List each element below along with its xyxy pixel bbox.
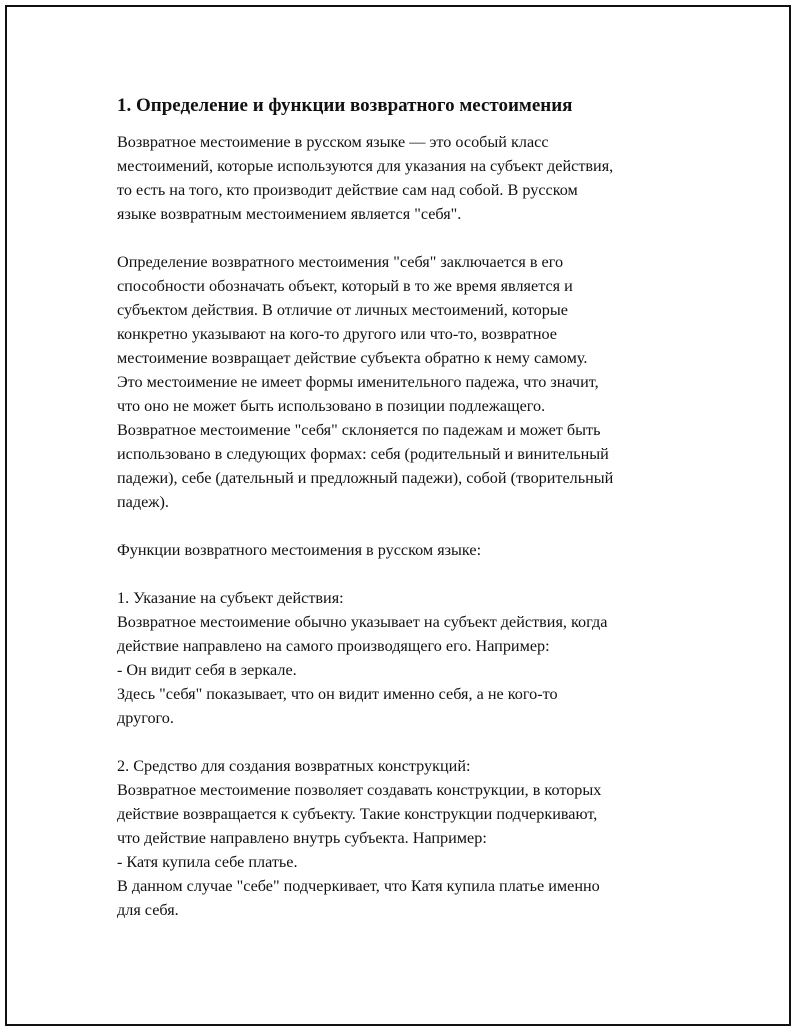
text-line: В данном случае "себе" подчеркивает, что Катя купила платье именно bbox=[117, 877, 600, 895]
text-line: для себя. bbox=[117, 901, 179, 919]
text-line: Возвратное местоимение в русском языке — это особый класс bbox=[117, 133, 549, 151]
paragraph-definition bbox=[117, 250, 717, 514]
text-line: языке возвратным местоимением является "себя". bbox=[117, 205, 462, 223]
paragraph-spacer bbox=[117, 514, 717, 538]
text-line: 2. Средство для создания возвратных конструкций: bbox=[117, 757, 471, 775]
paragraph-functions-intro bbox=[117, 538, 717, 562]
paragraph-spacer bbox=[117, 730, 717, 754]
paragraph-intro bbox=[117, 130, 717, 226]
section-heading: 1. Определение и функции возвратного местоимения bbox=[117, 95, 573, 116]
text-line: Определение возвратного местоимения "себя" заключается в его bbox=[117, 253, 564, 271]
text-line: способности обозначать объект, который в то же время является и bbox=[117, 277, 573, 295]
text-line: - Он видит себя в зеркале. bbox=[117, 661, 297, 679]
text-line: использовано в следующих формах: себя (родительный и винительный bbox=[117, 445, 609, 463]
text-line: 1. Указание на субъект действия: bbox=[117, 589, 344, 607]
paragraph-function-1 bbox=[117, 586, 717, 730]
text-line: Возвратное местоимение "себя" склоняется по падежам и может быть bbox=[117, 421, 601, 439]
text-line: что действие направлено внутрь субъекта. Например: bbox=[117, 829, 487, 847]
text-line: субъектом действия. В отличие от личных местоимений, которые bbox=[117, 301, 568, 319]
text-line: Возвратное местоимение обычно указывает на субъект действия, когда bbox=[117, 613, 608, 631]
text-line: действие направлено на самого производящего его. Например: bbox=[117, 637, 550, 655]
text-line: действие возвращается к субъекту. Такие конструкции подчеркивают, bbox=[117, 805, 598, 823]
text-line: другого. bbox=[117, 709, 174, 727]
text-line: Здесь "себя" показывает, что он видит именно себя, а не кого-то bbox=[117, 685, 558, 703]
paragraph-spacer bbox=[117, 226, 717, 250]
text-line: что оно не может быть использовано в позиции подлежащего. bbox=[117, 397, 546, 415]
text-line: Функции возвратного местоимения в русском языке: bbox=[117, 541, 482, 559]
text-line: падеж). bbox=[117, 493, 169, 511]
document-body bbox=[117, 93, 717, 922]
text-line: падежи), себе (дательный и предложный падежи), собой (творительный bbox=[117, 469, 614, 487]
text-line: Возвратное местоимение позволяет создавать конструкции, в которых bbox=[117, 781, 602, 799]
paragraph-function-2 bbox=[117, 754, 717, 922]
text-line: то есть на того, кто производит действие сам над собой. В русском bbox=[117, 181, 578, 199]
text-line: местоимений, которые используются для указания на субъект действия, bbox=[117, 157, 614, 175]
text-line: Это местоимение не имеет формы именительного падежа, что значит, bbox=[117, 373, 599, 391]
text-line: конкретно указывают на кого-то другого или что-то, возвратное bbox=[117, 325, 557, 343]
paragraph-spacer bbox=[117, 562, 717, 586]
text-line: местоимение возвращает действие субъекта обратно к нему самому. bbox=[117, 349, 588, 367]
text-line: - Катя купила себе платье. bbox=[117, 853, 298, 871]
